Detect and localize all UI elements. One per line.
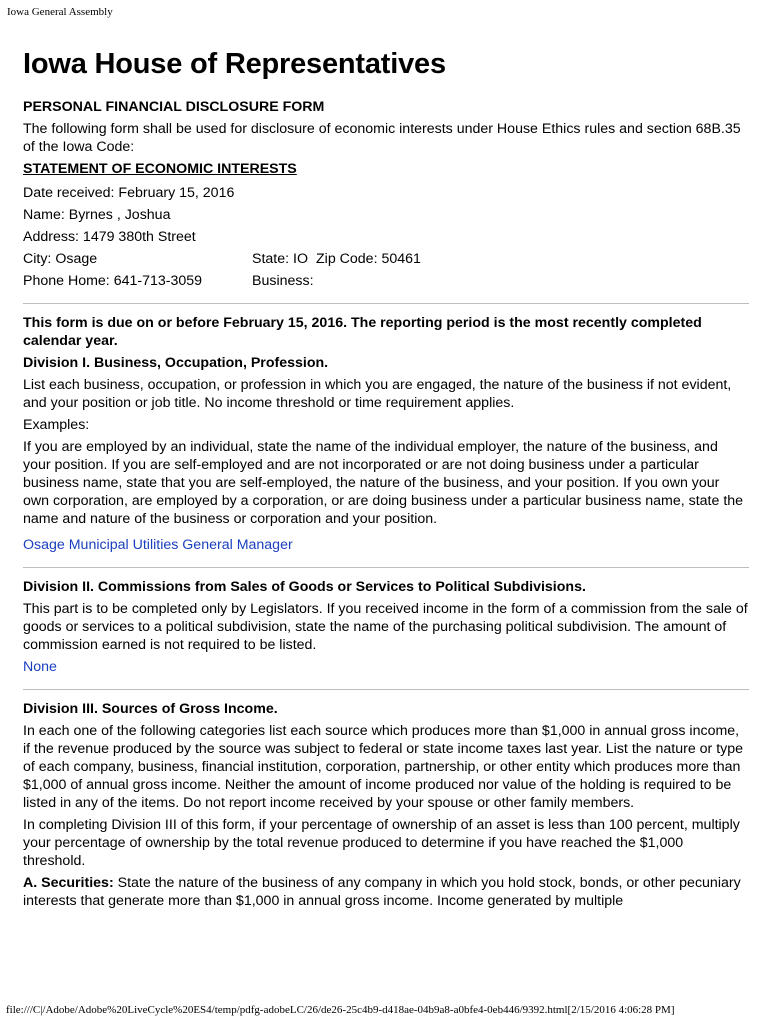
- securities-paragraph: [23, 874, 749, 910]
- document-body: [23, 44, 749, 914]
- business: Business:: [252, 273, 314, 289]
- division3-text1: In each one of the following categories list each source which produces more than $1,000 in annual gross income, if the revenue produced by the source was subject to federal or state income taxes last year. List the nature or type of each company, business, financial institution, corporation, partnership, or other entity which produces more than $1,000 of annual gross income. Neither the amount of income produced nor value of the holding is required to be listed in any of the items. Do not report income received by your spouse or other family members.: [23, 723, 744, 811]
- form-title: PERSONAL FINANCIAL DISCLOSURE FORM: [23, 99, 325, 115]
- division3-text2: In completing Division III of this form, if your percentage of ownership of an asset is less than 100 percent, multiply your percentage of ownership by the total revenue produced to determine if you have reached the $1,000 threshold.: [23, 817, 740, 869]
- due-notice: This form is due on or before February 15, 2016. The reporting period is the most recently completed calendar year.: [23, 315, 702, 349]
- filer-state: State: IO: [252, 251, 308, 267]
- print-header-source: Iowa General Assembly: [7, 6, 113, 18]
- securities-text: State the nature of the business of any company in which you hold stock, bonds, or other pecuniary interests that generate more than $1,000 in annual gross income. Income generated by multiple: [23, 875, 741, 909]
- divider: [23, 303, 749, 304]
- division3-heading: Division III. Sources of Gross Income.: [23, 701, 278, 717]
- division1-examples-label: Examples:: [23, 417, 90, 433]
- date-received-row: [23, 184, 749, 202]
- print-footer-url: file:///C|/Adobe/Adobe%20LiveCycle%20ES4/temp/pdfg-adobeLC/26/de26-25c4b9-d418ae-04b9a8-a0bfe4-0eb446/9392.html[2/15/2016 4:06:28 PM]: [6, 1004, 675, 1016]
- divider: [23, 567, 749, 568]
- division1-examples-text: If you are employed by an individual, state the name of the individual employer, the nature of the business, and your position. If you are self-employed and are not incorporated or are not doing business under a particular business name, state that you are self-employed, the nature of the business, and your position. If you own your own corporation, are employed by a corporation, or are doing business under a particular business name, state the name and nature of the business or corporation and your position.: [23, 439, 744, 527]
- filer-zip: Zip Code: 50461: [316, 251, 421, 267]
- name-row: [23, 206, 749, 224]
- division1-answer: Osage Municipal Utilities General Manager: [23, 537, 293, 553]
- division2-answer: None: [23, 659, 57, 675]
- city-state-row: [23, 250, 749, 268]
- statement-heading: STATEMENT OF ECONOMIC INTERESTS: [23, 161, 297, 177]
- securities-label: A. Securities:: [23, 875, 114, 891]
- division1-text: List each business, occupation, or profession in which you are engaged, the nature of the business if not evident, and your position or job title. No income threshold or time requirement applies.: [23, 377, 732, 411]
- intro-text: The following form shall be used for disclosure of economic interests under House Ethics rules and section 68B.35 of the Iowa Code:: [23, 121, 741, 155]
- division2-text: This part is to be completed only by Legislators. If you received income in the form of a commission from the sale of goods or services to a political subdivision, state the name of the purchasing political subdivision. The amount of commission earned is not required to be listed.: [23, 601, 748, 653]
- address-row: [23, 228, 749, 246]
- filer-name: Name: Byrnes , Joshua: [23, 207, 171, 223]
- date-received: Date received: February 15, 2016: [23, 185, 235, 201]
- divider: [23, 689, 749, 690]
- phone-business-row: [23, 272, 749, 290]
- state-zip: [252, 250, 749, 268]
- filer-address: Address: 1479 380th Street: [23, 229, 196, 245]
- filer-city: City: Osage: [23, 251, 98, 267]
- page-title: Iowa House of Representatives: [23, 48, 446, 80]
- division2-heading: Division II. Commissions from Sales of Goods or Services to Political Subdivisions.: [23, 579, 586, 595]
- phone-home: Phone Home: 641-713-3059: [23, 273, 203, 289]
- division1-heading: Division I. Business, Occupation, Profession.: [23, 355, 329, 371]
